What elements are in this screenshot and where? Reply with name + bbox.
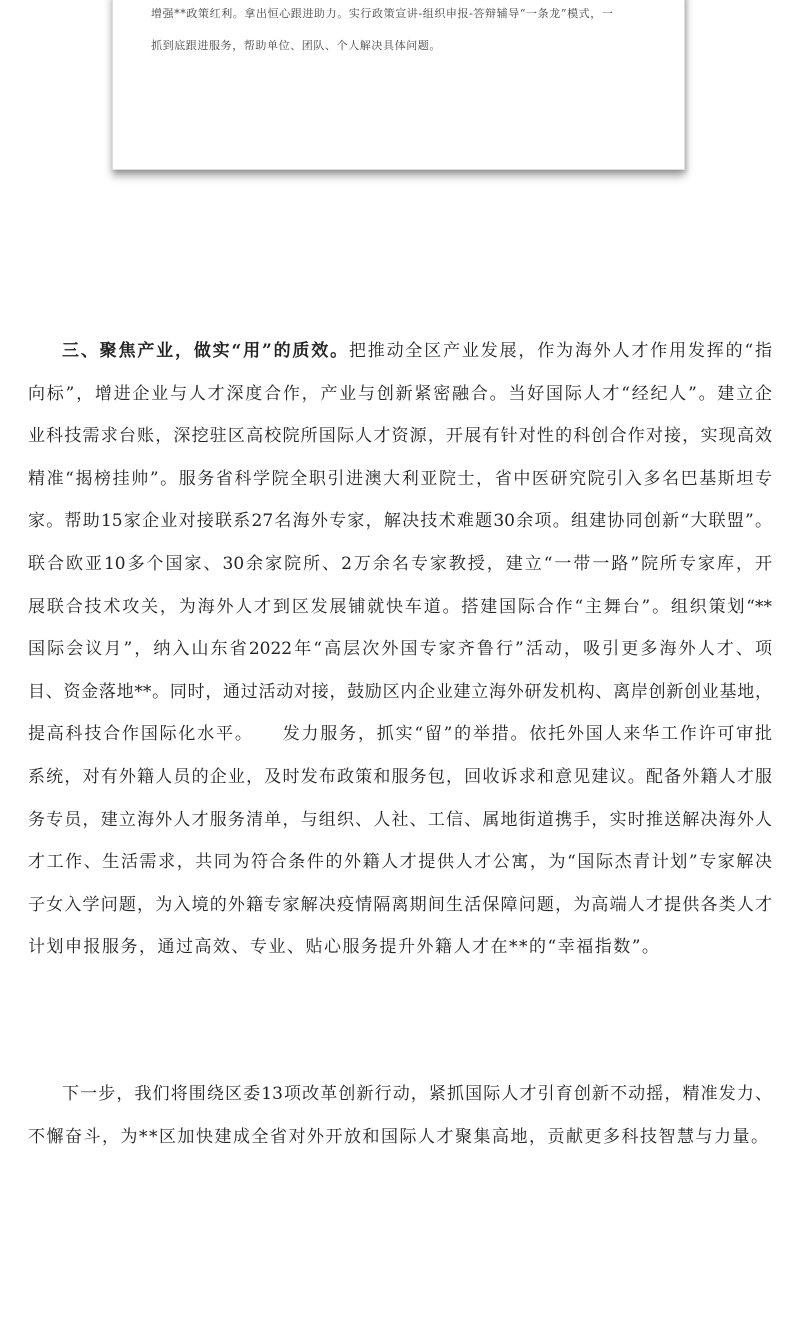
paragraph-first-line [62,339,772,363]
text-line: 家。帮助15家企业对接联系27名海外专家，解决技术难题30余项。组建协同创新“大联盟”。 [28,511,772,532]
text-line: 联合欧亚10多个国家、30余家院所、2万余名专家教授，建立“一带一路”院所专家库，开 [28,554,772,574]
text-line: 目、资金落地**。同时，通过活动对接，鼓励区内企业建立海外研发机构、离岸创新创业基地， [28,681,772,702]
document-preview-card [112,0,685,170]
text-line: 展联合技术攻关，为海外人才到区发展铺就快车道。搭建国际合作“主舞台”。组织策划“** [28,596,772,617]
text-line: 务专员，建立海外人才服务清单，与组织、人社、工信、属地街道携手，实时推送解决海外人 [28,809,772,830]
section-heading: 三、聚焦产业，做实“用”的质效。 [62,341,349,361]
text-line: 才工作、生活需求，共同为符合条件的外籍人才提供人才公寓，为“国际杰青计划”专家解决 [28,852,772,873]
text-line: 计划申报服务，通过高效、专业、贴心服务提升外籍人才在**的“幸福指数”。 [28,937,661,958]
text-line: 业科技需求台账，深挖驻区高校院所国际人才资源，开展有针对性的科创合作对接，实现高效 [28,426,772,447]
text-line: 下一步，我们将围绕区委13项改革创新行动，紧抓国际人才引育创新不动摇，精准发力、 [62,1084,772,1104]
text-line: 系统，对有外籍人员的企业，及时发布政策和服务包，回收诉求和意见建议。配备外籍人才服 [28,767,772,787]
card-text-line: 抓到底跟进服务，帮助单位、团队、个人解决具体问题。 [151,39,441,52]
text-line: 提高科技合作国际化水平。 发力服务，抓实“留”的举措。依托外国人来华工作许可审批 [28,724,772,745]
text-line: 国际会议月”，纳入山东省2022年“高层次外国专家齐鲁行”活动，吸引更多海外人才、项 [28,639,772,660]
text-line: 不懈奋斗，为**区加快建成全省对外开放和国际人才聚集高地，贡献更多科技智慧与力量。 [28,1127,770,1147]
text-line: 子女入学问题，为入境的外籍专家解决疫情隔离期间生活保障问题，为高端人才提供各类人才 [28,894,772,915]
text-line: 精准“揭榜挂帅”。服务省科学院全职引进澳大利亚院士，省中医研究院引入多名巴基斯坦专 [28,468,772,489]
text-line: 向标”，增进企业与人才深度合作，产业与创新紧密融合。当好国际人才“经纪人”。建立企 [28,383,772,404]
card-text-line: 增强**政策红利。拿出恒心跟进助力。实行政策宣讲-组织申报-答辩辅导“一条龙”模式，一 [151,7,614,20]
heading-rest: 把推动全区产业发展，作为海外人才作用发挥的“指 [348,341,772,361]
